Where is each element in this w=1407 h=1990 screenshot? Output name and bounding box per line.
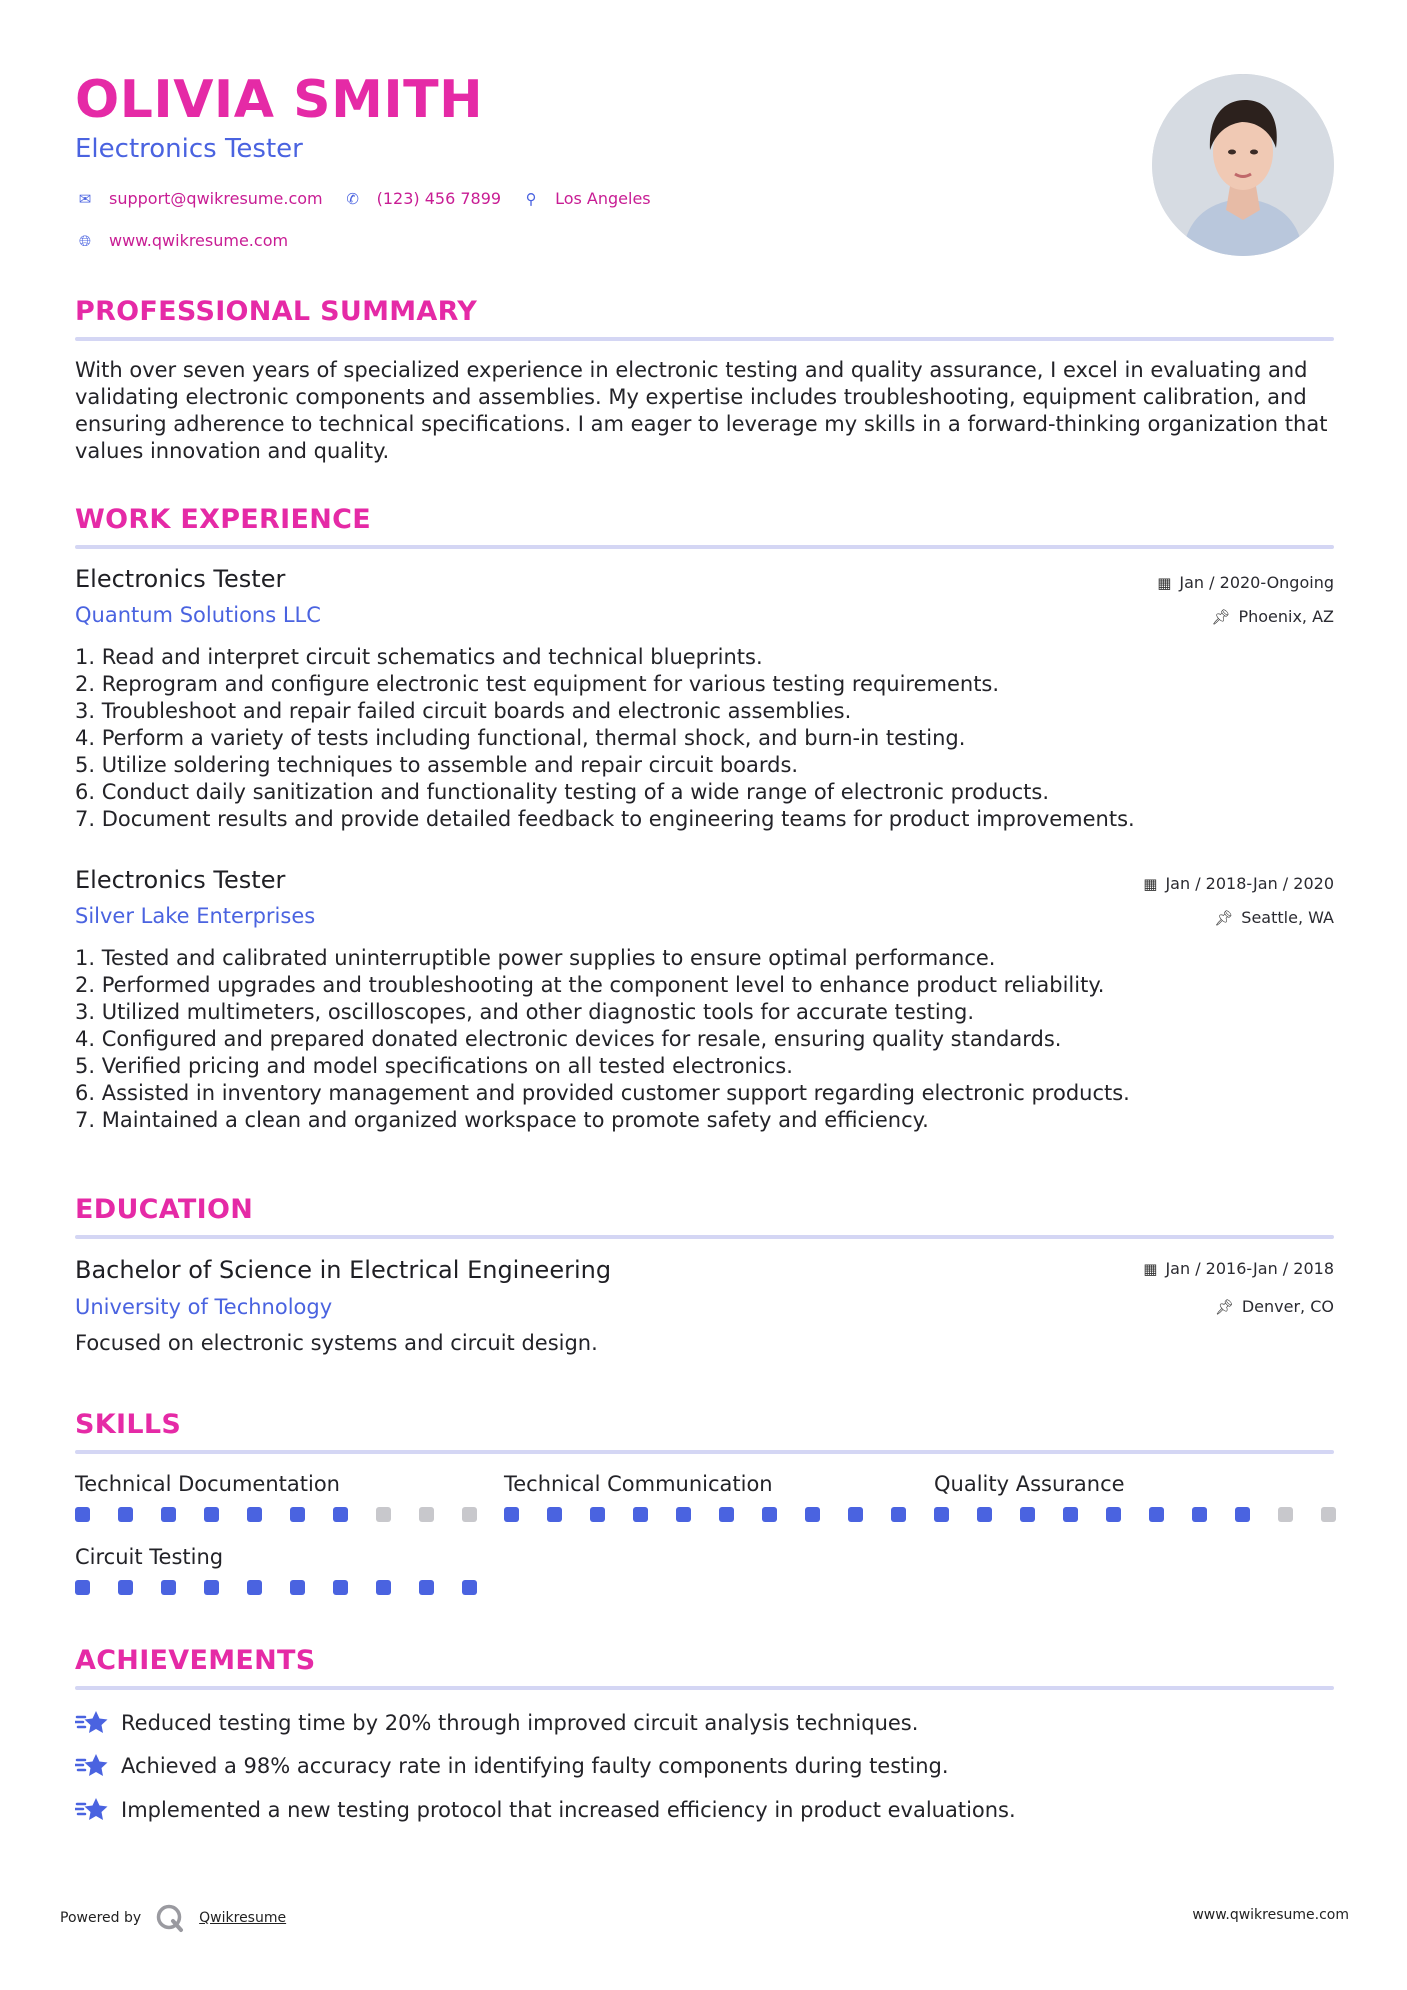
education-dates [1143,1259,1334,1278]
rating-dot-filled [376,1580,391,1595]
list-item: 1. Tested and calibrated uninterruptible power supplies to ensure optimal performance. [75,946,996,970]
company-name: Silver Lake Enterprises [75,904,316,928]
education-location [1215,1297,1334,1316]
skill-item [504,1472,934,1522]
achievement-text: Implemented a new testing protocol that increased efficiency in product evaluations. [121,1798,1016,1822]
footer-branding [60,1903,286,1933]
rating-dot-filled [333,1580,348,1595]
rating-dot-filled [247,1580,262,1595]
rating-dot-filled [419,1580,434,1595]
rating-dot-filled [290,1580,305,1595]
rating-dot-filled [762,1507,777,1522]
rating-dot-filled [633,1507,648,1522]
rating-dot-filled [204,1580,219,1595]
rating-dot-filled [1235,1507,1250,1522]
rating-dot-filled [118,1580,133,1595]
rating-dot-empty [419,1507,434,1522]
email-link[interactable]: support@qwikresume.com [109,189,323,208]
rating-dot-filled [590,1507,605,1522]
education-divider [75,1235,1334,1239]
experience-heading: WORK EXPERIENCE [75,504,371,535]
rating-dot-filled [118,1507,133,1522]
rating-dot-filled [676,1507,691,1522]
calendar-icon: ▦ [1157,573,1172,592]
star-icon [75,1752,109,1780]
achievement-item [75,1709,918,1737]
rating-dot-filled [1063,1507,1078,1522]
rating-dot-filled [161,1580,176,1595]
job-location [1214,908,1334,927]
achievement-text: Achieved a 98% accuracy rate in identifying faulty components during testing. [121,1754,949,1778]
job-dates [1157,573,1334,592]
skill-item [75,1472,505,1522]
summary-text: With over seven years of specialized experience in electronic testing and quality assurance, I excel in evaluating and validating electronic components and assemblies. My expertise includes troubleshooting, equipment calibration, and ensuring adherence to technical specifications. I am eager to leverage my skills in a forward-thinking organization that values innovation and quality. [75,358,1328,463]
list-item: 6. Assisted in inventory management and provided customer support regarding electronic products. [75,1081,1130,1105]
rating-dot-filled [934,1507,949,1522]
job-bullets [75,945,1337,1134]
pushpin-icon: 📌︎ [1214,908,1234,927]
rating-dot-filled [290,1507,305,1522]
star-icon [75,1709,109,1737]
achievements-divider [75,1686,1334,1690]
phone-text: (123) 456 7899 [376,189,502,208]
school-name: University of Technology [75,1295,333,1319]
list-item: 2. Performed upgrades and troubleshooting at the component level to enhance product reliability. [75,973,1105,997]
globe-icon: 🌐︎ [78,231,91,250]
rating-dot-filled [977,1507,992,1522]
skill-rating [75,1580,505,1595]
rating-dot-empty [1321,1507,1336,1522]
calendar-icon: ▦ [1143,874,1158,893]
list-item: 5. Utilize soldering techniques to assemble and repair circuit boards. [75,753,799,777]
rating-dot-filled [161,1507,176,1522]
qwikresume-logo-icon [155,1903,185,1933]
envelope-icon: ✉ [78,189,92,208]
skill-rating [504,1507,934,1522]
skills-heading: SKILLS [75,1409,182,1440]
job-location-text: Seattle, WA [1241,908,1334,927]
skill-item [934,1472,1364,1522]
skill-rating [75,1507,505,1522]
rating-dot-filled [504,1507,519,1522]
website-row [75,231,288,250]
education-dates-text: Jan / 2016-Jan / 2018 [1165,1259,1334,1278]
star-icon [75,1796,109,1824]
company-name: Quantum Solutions LLC [75,603,321,627]
profile-photo [1152,74,1334,256]
job-dates [1143,874,1334,893]
list-item: 7. Document results and provide detailed feedback to engineering teams for product improvements. [75,807,1135,831]
list-item: 3. Troubleshoot and repair failed circuit boards and electronic assemblies. [75,699,852,723]
education-location-text: Denver, CO [1241,1297,1334,1316]
achievement-text: Reduced testing time by 20% through improved circuit analysis techniques. [121,1711,919,1735]
achievement-item [75,1752,949,1780]
phone-icon: ✆ [346,189,359,208]
map-pin-icon: ⚲ [525,189,537,208]
rating-dot-filled [75,1580,90,1595]
skills-divider [75,1450,1334,1454]
education-description: Focused on electronic systems and circuit design. [75,1331,598,1355]
powered-by-text: Powered by [60,1910,142,1926]
list-item: 3. Utilized multimeters, oscilloscopes, and other diagnostic tools for accurate testing. [75,1000,975,1024]
rating-dot-filled [1106,1507,1121,1522]
pushpin-icon: 📌︎ [1211,607,1231,626]
rating-dot-filled [1149,1507,1164,1522]
skill-item [75,1545,505,1595]
rating-dot-empty [376,1507,391,1522]
skill-name: Circuit Testing [75,1545,224,1569]
candidate-name: OLIVIA SMITH [75,70,484,130]
rating-dot-filled [719,1507,734,1522]
job-dates-text: Jan / 2020-Ongoing [1179,573,1334,592]
rating-dot-filled [848,1507,863,1522]
rating-dot-filled [891,1507,906,1522]
list-item: 1. Read and interpret circuit schematics and technical blueprints. [75,645,763,669]
candidate-role: Electronics Tester [75,134,303,164]
skill-name: Quality Assurance [934,1472,1125,1496]
summary-heading: PROFESSIONAL SUMMARY [75,296,478,327]
skill-name: Technical Documentation [75,1472,340,1496]
degree-title: Bachelor of Science in Electrical Engineering [75,1256,612,1284]
rating-dot-filled [1192,1507,1207,1522]
rating-dot-filled [333,1507,348,1522]
calendar-icon: ▦ [1143,1259,1158,1278]
footer-url[interactable]: www.qwikresume.com [1192,1907,1349,1923]
list-item: 2. Reprogram and configure electronic test equipment for various testing requirements. [75,672,1000,696]
rating-dot-filled [805,1507,820,1522]
rating-dot-filled [1020,1507,1035,1522]
rating-dot-empty [1278,1507,1293,1522]
website-link[interactable]: www.qwikresume.com [109,231,289,250]
list-item: 4. Perform a variety of tests including functional, thermal shock, and burn-in testing. [75,726,966,750]
list-item: 6. Conduct daily sanitization and functionality testing of a wide range of electronic products. [75,780,1050,804]
job-dates-text: Jan / 2018-Jan / 2020 [1165,874,1334,893]
job-location-text: Phoenix, AZ [1238,607,1334,626]
skill-rating [934,1507,1364,1522]
rating-dot-empty [462,1507,477,1522]
pushpin-icon: 📌︎ [1214,1297,1234,1316]
contact-row [75,189,651,208]
list-item: 5. Verified pricing and model specifications on all tested electronics. [75,1054,793,1078]
rating-dot-filled [75,1507,90,1522]
location-text: Los Angeles [555,189,651,208]
job-bullets [75,644,1337,833]
list-item: 7. Maintained a clean and organized workspace to promote safety and efficiency. [75,1108,929,1132]
experience-divider [75,545,1334,549]
rating-dot-filled [204,1507,219,1522]
rating-dot-filled [247,1507,262,1522]
summary-divider [75,337,1334,341]
achievement-item [75,1796,1016,1824]
job-title: Electronics Tester [75,866,286,894]
rating-dot-filled [547,1507,562,1522]
rating-dot-filled [462,1580,477,1595]
job-title: Electronics Tester [75,565,286,593]
job-location [1211,607,1334,626]
education-heading: EDUCATION [75,1194,254,1225]
brand-link[interactable]: Qwikresume [199,1910,287,1926]
list-item: 4. Configured and prepared donated electronic devices for resale, ensuring quality standards. [75,1027,1062,1051]
achievements-heading: ACHIEVEMENTS [75,1645,316,1676]
skill-name: Technical Communication [504,1472,773,1496]
